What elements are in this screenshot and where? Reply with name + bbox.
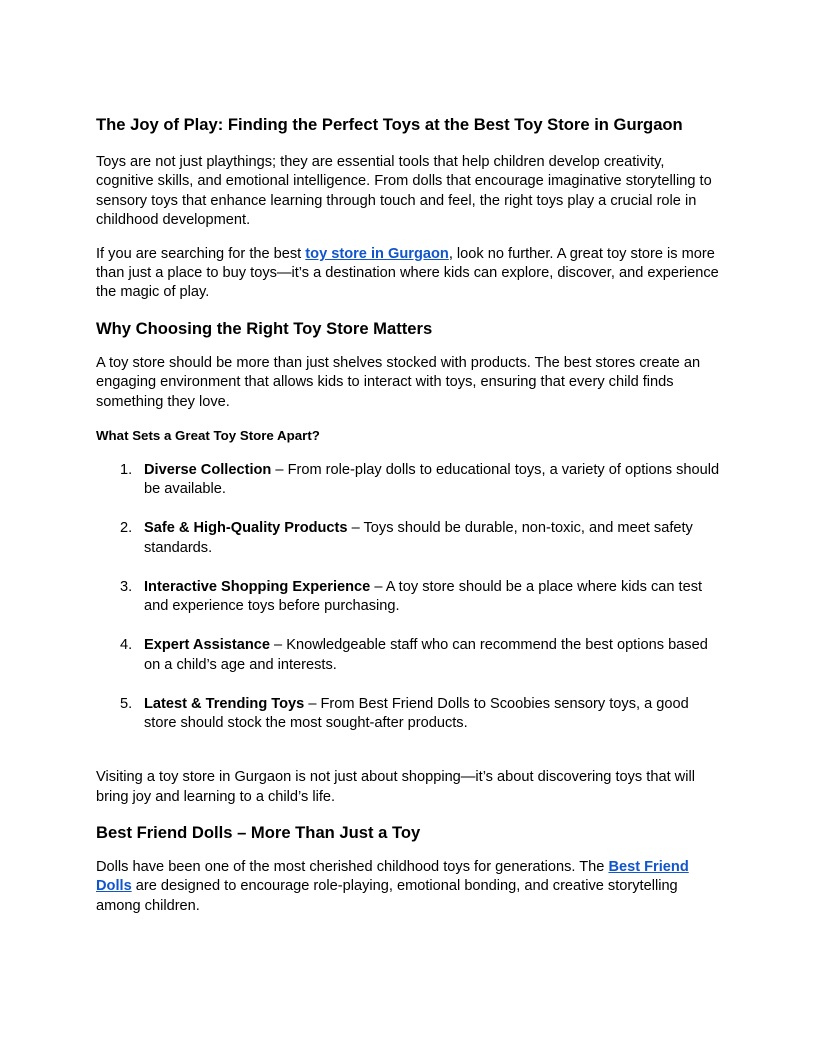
section2-paragraph-before: Dolls have been one of the most cherished childhood toys for generations. The	[96, 858, 609, 875]
section1-paragraph: A toy store should be more than just shelves stocked with products. The best stores create an engaging environment that allows kids to interact with toys, ensuring that every child finds something they love.	[96, 354, 701, 410]
list-item-number: 2.	[120, 520, 133, 537]
list-item-desc: – Knowledgeable staff who can recommend the best options based on a child’s age and interests.	[144, 637, 708, 673]
list-item-number: 5.	[120, 695, 133, 712]
section-heading-best-friend-dolls: Best Friend Dolls – More Than Just a Toy	[96, 822, 421, 842]
list-item-number: 4.	[120, 637, 133, 654]
list-item-desc: – From Best Friend Dolls to Scoobies sensory toys, a good store should stock the most sought-after products.	[144, 695, 689, 732]
list-item-desc: – Toys should be durable, non-toxic, and meet safety standards.	[144, 520, 693, 556]
intro-paragraph-1: Toys are not just playthings; they are essential tools that help children develop creativity, cognitive skills, and emotional intelligence. From dolls that encourage imaginative storytelling to sensory toys that enhance learning through touch and feel, the right toys play a crucial role in childhood development.	[96, 154, 712, 229]
list-item	[96, 578, 724, 617]
list-item	[96, 695, 724, 734]
section1-closing-paragraph: Visiting a toy store in Gurgaon is not just about shopping—it’s about discovering toys that will bring joy and learning to a child’s life.	[96, 769, 695, 805]
intro-paragraph-2-after: , look no further. A great toy store is more than just a place to buy toys—it’s a destination where kids can explore, discover, and experience the magic of play.	[96, 245, 719, 301]
list-item-desc: – From role-play dolls to educational toys, a variety of options should be available.	[144, 462, 720, 498]
article-title: The Joy of Play: Finding the Perfect Toys at the Best Toy Store in Gurgaon	[96, 115, 683, 134]
list-item	[96, 636, 724, 675]
list-item	[96, 461, 724, 500]
list-item-number: 1.	[120, 462, 133, 479]
section2-paragraph	[96, 858, 724, 916]
toy-store-gurgaon-link[interactable]: toy store in Gurgaon	[305, 245, 449, 262]
best-friend-dolls-link[interactable]: Best Friend Dolls	[96, 858, 689, 895]
list-item-term: Interactive Shopping Experience	[144, 578, 371, 595]
intro-paragraph-2	[96, 245, 724, 303]
section-heading-toy-store-matters: Why Choosing the Right Toy Store Matters	[96, 318, 433, 338]
list-item-number: 3.	[120, 578, 133, 595]
list-item-term: Safe & High-Quality Products	[144, 520, 348, 537]
list-item-desc: – A toy store should be a place where kids can test and experience toys before purchasing.	[144, 578, 703, 615]
document-page	[96, 113, 724, 930]
subheading-great-toy-store: What Sets a Great Toy Store Apart?	[96, 428, 320, 444]
list-item-term: Latest & Trending Toys	[144, 695, 305, 712]
spacer	[96, 753, 724, 768]
criteria-list	[96, 461, 724, 733]
section2-paragraph-after: are designed to encourage role-playing, emotional bonding, and creative storytelling among children.	[96, 878, 678, 914]
list-item-term: Diverse Collection	[144, 462, 272, 479]
intro-paragraph-2-before: If you are searching for the best	[96, 245, 306, 262]
list-item	[96, 519, 724, 558]
list-item-term: Expert Assistance	[144, 637, 270, 654]
